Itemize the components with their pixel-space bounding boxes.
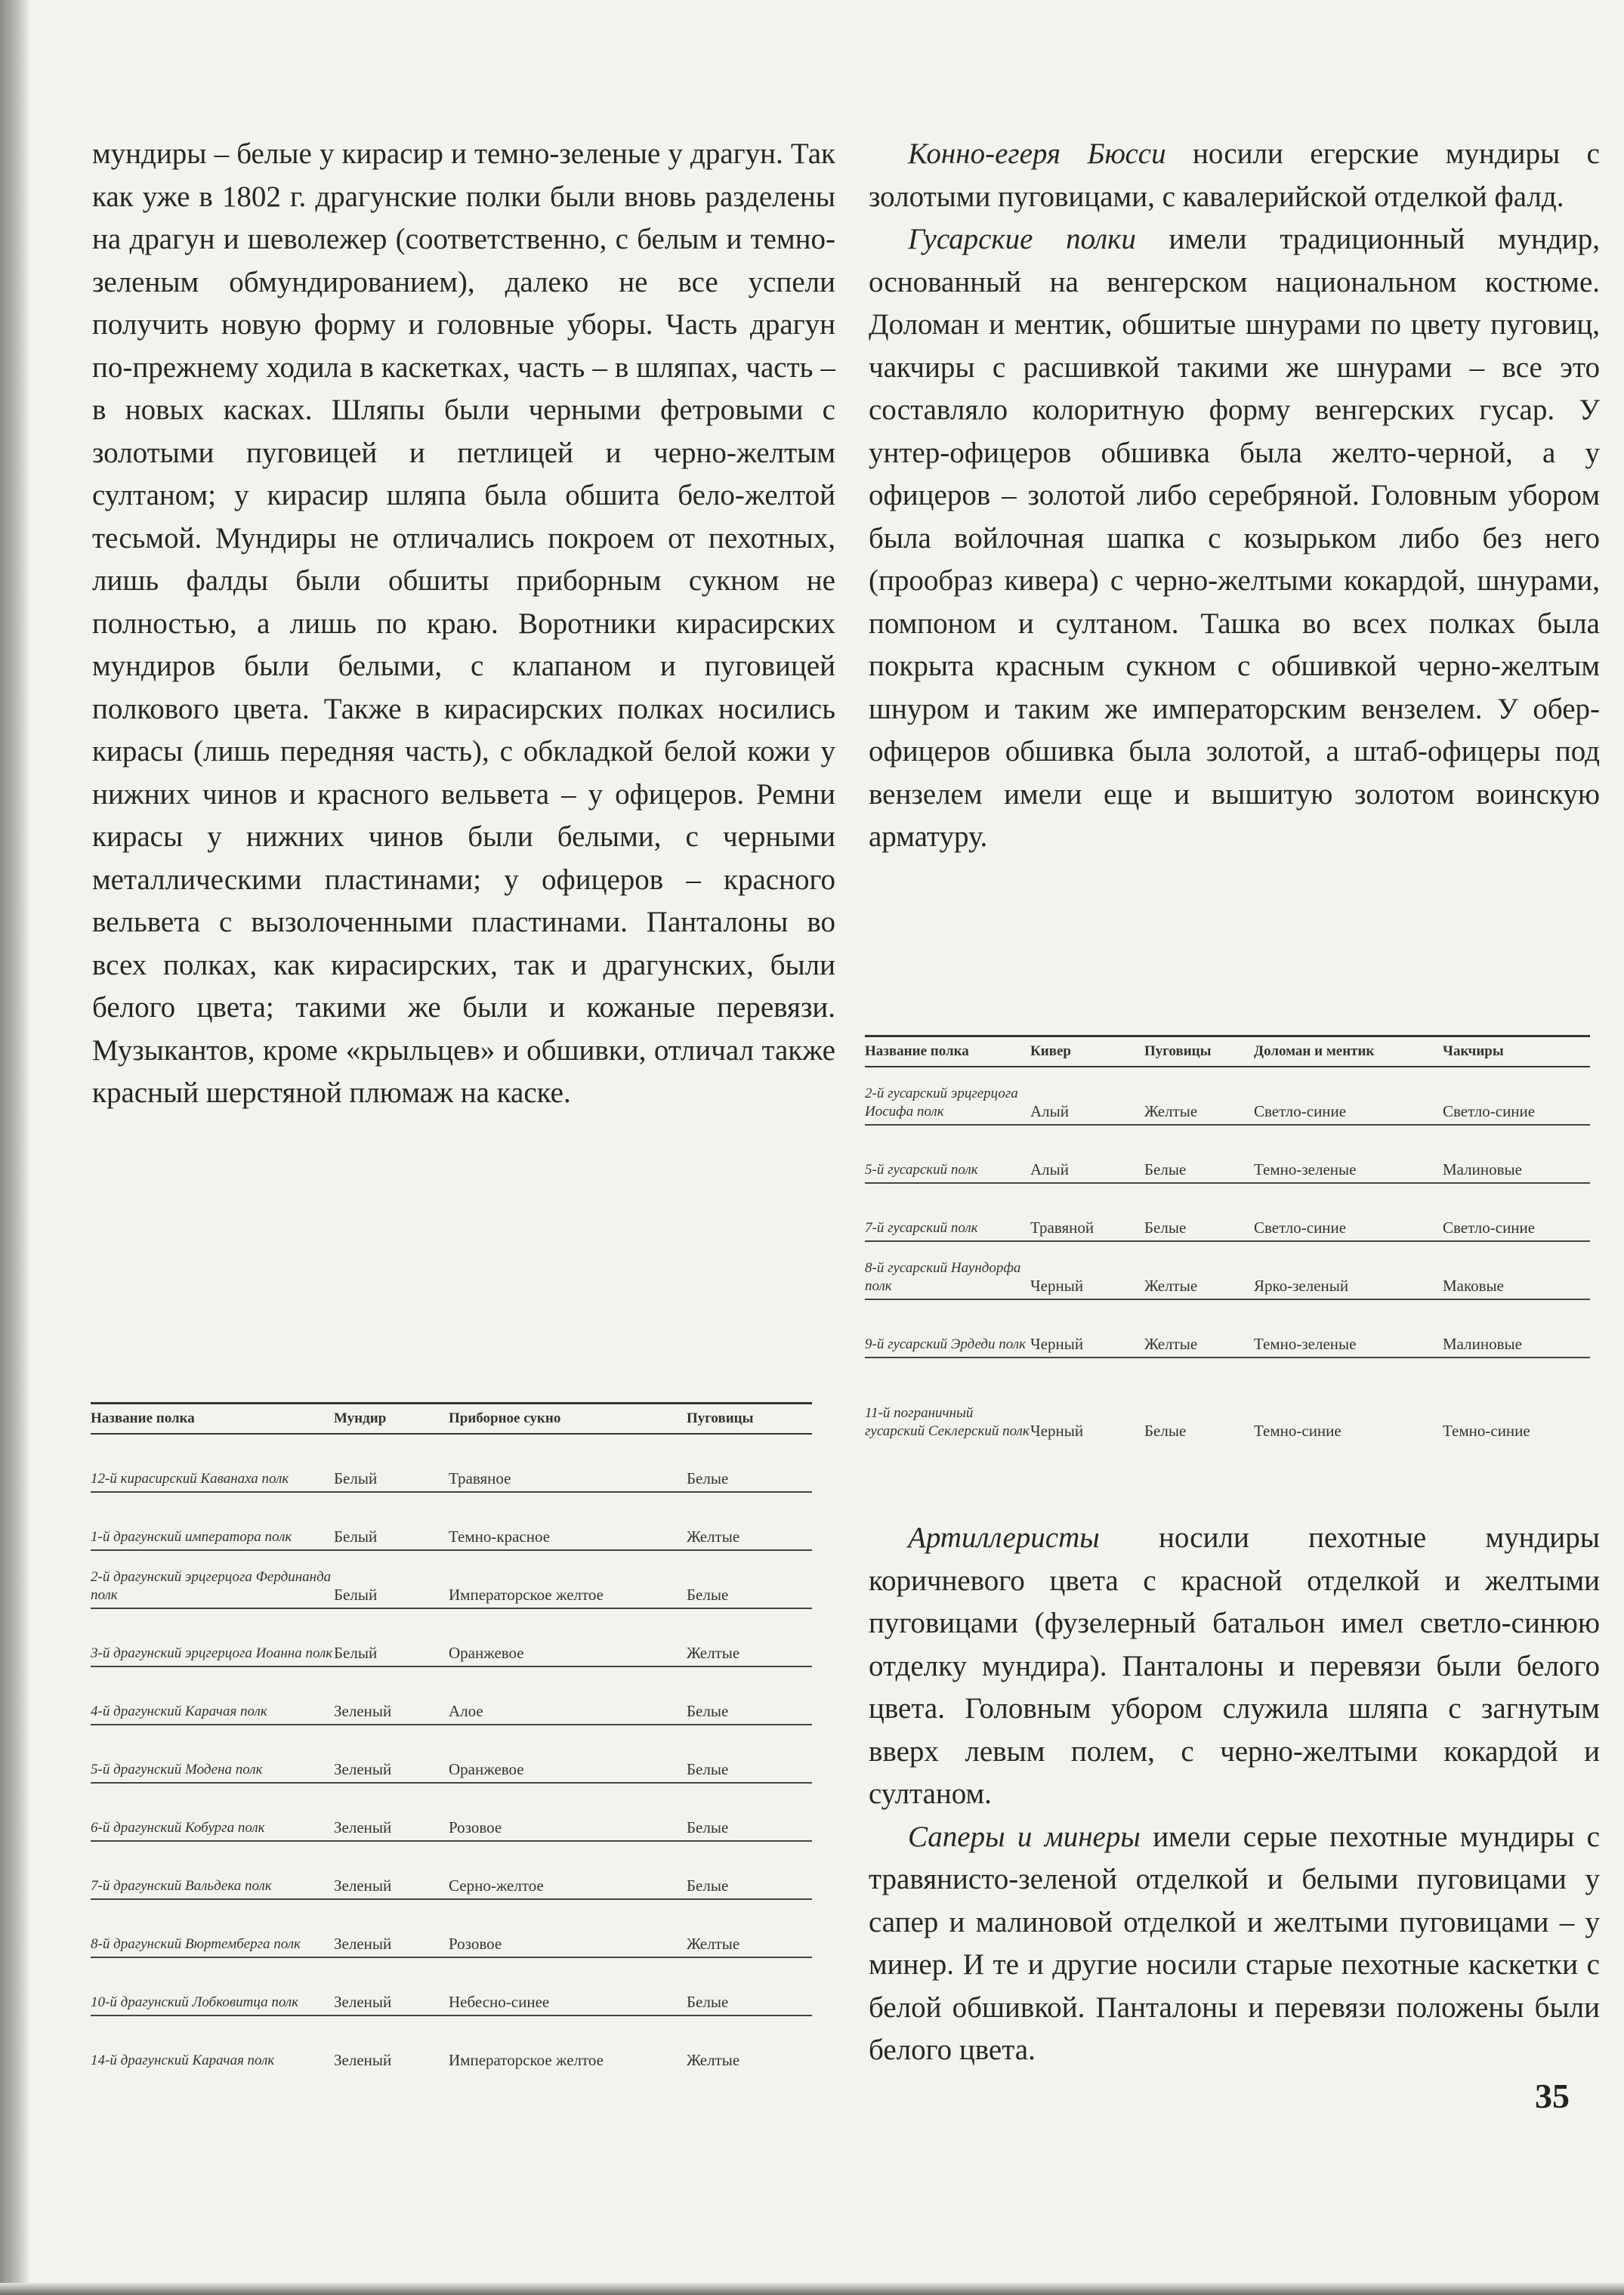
dolman-color: Светло-синие (1254, 1102, 1347, 1120)
button-color: Белые (687, 1818, 729, 1836)
dolman-color: Темно-зеленые (1254, 1160, 1357, 1178)
uniform-color: Зеленый (334, 2051, 392, 2069)
table-row (91, 1725, 812, 1784)
button-color: Белые (687, 1876, 729, 1895)
table-row (91, 1551, 812, 1609)
table-row (865, 1300, 1590, 1358)
facing-color: Небесно-синее (449, 1993, 550, 2011)
table-header-row (91, 1402, 812, 1435)
right-column (869, 133, 1600, 859)
facing-color: Травяное (449, 1469, 511, 1487)
header-shako: Кивер (1030, 1043, 1071, 1059)
uniform-color: Белый (334, 1469, 378, 1487)
uniform-color: Зеленый (334, 1702, 392, 1720)
regiment-name: 7-й драгунский Вальдека полк (91, 1878, 272, 1894)
paragraph-text: носили пехотные мундиры коричневого цвета с красной отделкой и желтыми пуговицами (фузелерный батальон имел светло-синюю отделку мундира). Панталоны и перевязи были белого цвета. Головным убором служила шляпа с загнутым вверх левым полем, с черно-желтыми кокардой и султаном. (869, 1521, 1600, 1810)
button-color: Белые (687, 1993, 729, 2011)
regiment-name: 6-й драгунский Кобурга полк (91, 1820, 265, 1836)
regiment-name: 8-й гусарский Наундорфа полк (865, 1260, 1021, 1294)
facing-color: Розовое (449, 1935, 502, 1953)
paragraph-text: имели серые пехотные мундиры с травянисто-зеленой отделкой и белыми пуговицами у сапер и малиновой отделкой и желтыми пуговицами – у минер. И те и другие носили старые пехотные каскетки с белой обшивкой. Панталоны и перевязи положены были белого цвета. (869, 1820, 1600, 2066)
facing-color: Темно-красное (449, 1527, 551, 1546)
header-buttons: Пуговицы (687, 1410, 754, 1426)
regiment-name: 3-й драгунский эрцгерцога Иоанна полк (91, 1645, 333, 1661)
dolman-color: Темно-зеленые (1254, 1335, 1357, 1353)
button-color: Белые (687, 1586, 729, 1604)
dolman-color: Светло-синие (1254, 1219, 1347, 1237)
body-paragraph (869, 218, 1600, 859)
paragraph-text: носили егерские мундиры с золотыми пуговицами, с кавалерийской отделкой фалд. (869, 137, 1600, 213)
uniform-color: Зеленый (334, 1876, 392, 1895)
header-regiment: Название полка (91, 1410, 195, 1426)
body-paragraph: мундиры – белые у кирасир и темно-зеленые у драгун. Так как уже в 1802 г. драгунские полки были вновь разделены на драгун и шеволежер (соответственно, с белым и темно-зеленым обмундированием), далеко не все успели получить новую форму и головные уборы. Часть драгун по-прежнему ходила в каскетках, часть – в шляпах, часть – в новых касках. Шляпы были черными фетровыми с золотыми пуговицей и петлицей и черно-желтым султаном; у кирасир шляпа была обшита бело-желтой тесьмой. Мундиры не отличались покроем от пехотных, лишь фалды были обшиты приборным сукном не полностью, а лишь по краю. Воротники кирасирских мундиров были белыми, с клапаном и пуговицей полкового цвета. Также в кирасирских полках носились кирасы (лишь передняя часть), с обкладкой белой кожи у нижних чинов и красного вельвета – у офицеров. Ремни кирасы у нижних чинов были белыми, с черными металлическими пластинами; у офицеров – красного вельвета с вызолоченными пластинами. Панталоны во всех полках, как кирасирских, так и драгунских, были белого цвета; такими же были и кожаные перевязи. Музыкантов, кроме «крыльцев» и обшивки, отличал также красный шерстяной плюмаж на каске. (92, 137, 835, 1109)
table-row (91, 1900, 812, 1958)
uniform-color: Зеленый (334, 1818, 392, 1836)
table-row (865, 1358, 1590, 1444)
table-row (91, 1784, 812, 1842)
button-color: Белые (687, 1702, 729, 1720)
button-color: Белые (687, 1469, 729, 1487)
table-row (91, 2016, 812, 2073)
table-row (91, 1609, 812, 1667)
dolman-color: Темно-синие (1254, 1422, 1341, 1440)
header-uniform: Мундир (334, 1410, 387, 1426)
facing-color: Императорское желтое (449, 1586, 604, 1604)
table-row (91, 1493, 812, 1551)
button-color: Желтые (1144, 1102, 1198, 1120)
breeches-color: Светло-синие (1443, 1219, 1536, 1237)
button-color: Белые (1144, 1422, 1187, 1440)
uniform-color: Зеленый (334, 1993, 392, 2011)
uniform-color: Белый (334, 1527, 378, 1546)
table-row (91, 1667, 812, 1725)
table-row (91, 1435, 812, 1493)
regiment-name: 2-й драгунский эрцгерцога Фердинанда полк (91, 1569, 332, 1603)
table-row (865, 1184, 1590, 1242)
regiment-name: 9-й гусарский Эрдеди полк (865, 1336, 1026, 1352)
button-color: Желтые (1144, 1277, 1198, 1295)
paragraph-text: имели традиционный мундир, основанный на венгерском национальном костюме. Доломан и ментик, обшитые шнурами по цвету пуговиц, чакчиры с расшивкой такими же шнурами – все это составляло колоритную форму венгерских гусар. У унтер-офицеров обшивка была желто-черной, а у офицеров – золотой либо серебряной. Головным убором была войлочная шапка с козырьком либо без него (прообраз кивера) с черно-желтыми кокардой, шнурами, помпоном и султаном. Ташка во всех полках была покрыта красным сукном с обшивкой черно-желтым шнуром и таким же императорским вензелем. У обер-офицеров обшивка была золотой, а штаб-офицеры под вензелем имели еще и вышитую золотом воинскую арматуру. (869, 223, 1601, 853)
breeches-color: Маковые (1443, 1277, 1504, 1295)
breeches-color: Темно-синие (1443, 1422, 1530, 1440)
facing-color: Оранжевое (449, 1644, 524, 1662)
header-breeches: Чакчиры (1443, 1043, 1504, 1059)
regiment-name: 5-й гусарский полк (865, 1162, 978, 1178)
uniform-color: Зеленый (334, 1760, 392, 1778)
page-bottom-edge (0, 2283, 1624, 2295)
header-regiment: Название полка (865, 1043, 969, 1059)
shako-color: Черный (1030, 1422, 1084, 1440)
button-color: Желтые (687, 1527, 740, 1546)
regiment-name: 7-й гусарский полк (865, 1220, 978, 1236)
table-row (865, 1242, 1590, 1300)
breeches-color: Малиновые (1443, 1335, 1522, 1353)
facing-color: Розовое (449, 1818, 502, 1836)
body-paragraph (869, 1517, 1600, 1816)
header-buttons: Пуговицы (1144, 1043, 1212, 1059)
table-header-row (865, 1035, 1590, 1067)
breeches-color: Светло-синие (1443, 1102, 1536, 1120)
page-number: 35 (1535, 2077, 1570, 2115)
header-dolman-pelisse: Доломан и ментик (1254, 1043, 1375, 1059)
regiment-name: 14-й драгунский Карачая полк (91, 2053, 275, 2068)
button-color: Желтые (687, 2051, 740, 2069)
regiment-name: 11-й пограничный гусарский Секлерский полк (865, 1405, 1030, 1439)
regiment-name: 8-й драгунский Вюртемберга полк (91, 1936, 301, 1952)
button-color: Белые (687, 1760, 729, 1778)
left-column (92, 133, 835, 1115)
dolman-color: Ярко-зеленый (1254, 1277, 1349, 1295)
breeches-color: Малиновые (1443, 1160, 1522, 1178)
shako-color: Алый (1030, 1102, 1069, 1120)
body-paragraph (869, 1816, 1600, 2072)
button-color: Желтые (687, 1644, 740, 1662)
shako-color: Черный (1030, 1277, 1084, 1295)
uniform-color: Белый (334, 1644, 378, 1662)
regiment-name: 4-й драгунский Карачая полк (91, 1703, 267, 1719)
page-gutter-shadow (0, 0, 29, 2295)
shako-color: Травяной (1030, 1219, 1095, 1237)
facing-color: Серно-желтое (449, 1876, 544, 1895)
table-row (91, 1958, 812, 2016)
shako-color: Алый (1030, 1160, 1069, 1178)
header-facing-cloth: Приборное сукно (449, 1410, 561, 1426)
table-row (865, 1126, 1590, 1184)
button-color: Белые (1144, 1219, 1187, 1237)
body-paragraph (869, 133, 1600, 218)
lead-phrase: Гусарские полки (908, 223, 1136, 255)
table-row (91, 1842, 812, 1900)
shako-color: Черный (1030, 1335, 1084, 1353)
regiment-name: 10-й драгунский Лобковитца полк (91, 1994, 299, 2010)
regiment-name: 12-й кирасирский Каванаха полк (91, 1471, 289, 1487)
uniform-color: Зеленый (334, 1935, 392, 1953)
regiment-name: 1-й драгунский императора полк (91, 1529, 292, 1545)
lead-phrase: Артиллеристы (908, 1521, 1100, 1554)
right-column-lower (869, 1517, 1600, 2072)
table-row (865, 1067, 1590, 1126)
cuirassier-dragoon-uniform-table (91, 1402, 812, 2073)
button-color: Желтые (1144, 1335, 1198, 1353)
button-color: Белые (1144, 1160, 1187, 1178)
lead-phrase: Конно-егеря Бюсси (908, 137, 1166, 170)
lead-phrase: Саперы и минеры (908, 1820, 1141, 1853)
uniform-color: Белый (334, 1586, 378, 1604)
regiment-name: 2-й гусарский эрцгерцога Иосифа полк (865, 1086, 1018, 1120)
hussar-uniform-table (865, 1035, 1590, 1444)
regiment-name: 5-й драгунский Модена полк (91, 1762, 263, 1778)
facing-color: Оранжевое (449, 1760, 524, 1778)
facing-color: Императорское желтое (449, 2051, 604, 2069)
button-color: Желтые (687, 1935, 740, 1953)
facing-color: Алое (449, 1702, 483, 1720)
